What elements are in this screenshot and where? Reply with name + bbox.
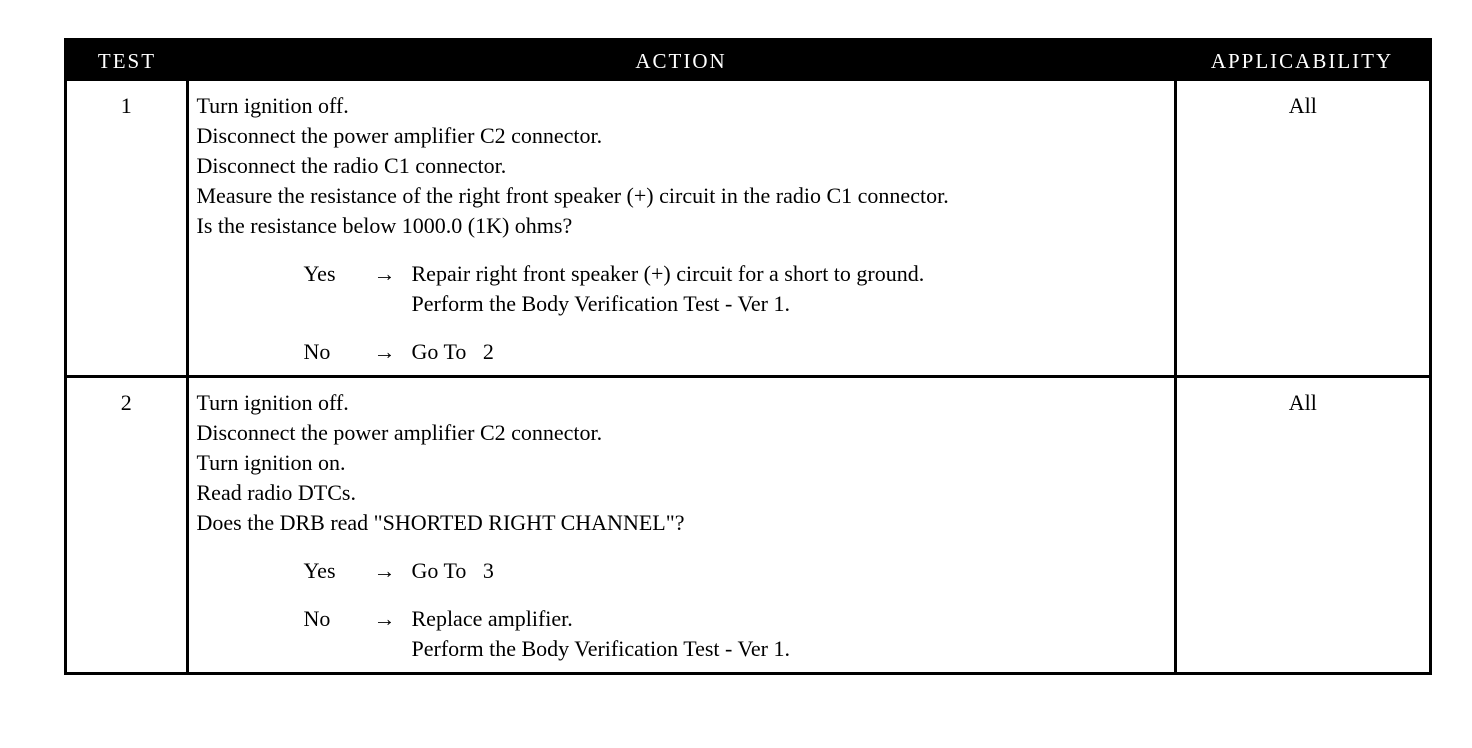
- test-table: [67, 41, 1429, 672]
- action-cell: [187, 377, 1175, 673]
- no-label: No: [303, 339, 331, 364]
- action-question: Does the DRB read "SHORTED RIGHT CHANNEL"?: [196, 510, 685, 535]
- test-row-1: [67, 81, 1429, 377]
- action-step: Turn ignition off.: [196, 93, 349, 118]
- result-line: Perform the Body Verification Test - Ver 1.: [411, 291, 791, 316]
- test-number: 2: [67, 377, 187, 673]
- action-step: Disconnect the power amplifier C2 connector.: [196, 123, 603, 148]
- yes-branch: [197, 556, 1168, 586]
- no-result: [412, 337, 1168, 367]
- action-step: Turn ignition on.: [196, 450, 346, 475]
- header-row: [67, 41, 1429, 81]
- action-step: Disconnect the power amplifier C2 connector.: [196, 420, 603, 445]
- result-line: Replace amplifier.: [411, 606, 573, 631]
- test-row-2: [67, 377, 1429, 673]
- yes-branch: [197, 259, 1168, 319]
- yes-result: [412, 556, 1168, 586]
- result-line: Repair right front speaker (+) circuit for a short to ground.: [411, 261, 925, 286]
- yes-label: Yes: [303, 558, 336, 583]
- action-step: Disconnect the radio C1 connector.: [196, 153, 507, 178]
- action-step: Read radio DTCs.: [196, 480, 356, 505]
- no-result: [412, 604, 1168, 664]
- arrow-right-icon: →: [373, 558, 396, 583]
- header-test: TEST: [67, 41, 187, 81]
- result-line: Go To 2: [411, 339, 494, 364]
- action-step: Turn ignition off.: [196, 390, 349, 415]
- applicability-value: All: [1288, 93, 1317, 118]
- no-branch: [197, 337, 1168, 367]
- yes-label: Yes: [303, 261, 336, 286]
- header-action: ACTION: [187, 41, 1175, 81]
- arrow-right-icon: →: [373, 606, 396, 631]
- applicability-value: All: [1175, 377, 1429, 673]
- no-label: No: [303, 606, 331, 631]
- no-branch: [197, 604, 1168, 664]
- arrow-right-icon: →: [373, 339, 396, 364]
- result-line: Perform the Body Verification Test - Ver 1.: [411, 636, 791, 661]
- result-line: Go To 3: [411, 558, 494, 583]
- test-number: 1: [67, 81, 187, 377]
- action-question: Is the resistance below 1000.0 (1K) ohms?: [196, 213, 573, 238]
- action-cell: [187, 81, 1175, 377]
- diagnostic-test-table: [64, 38, 1432, 675]
- yes-result: [412, 259, 1168, 319]
- arrow-right-icon: →: [373, 261, 396, 286]
- header-applicability: APPLICABILITY: [1175, 41, 1429, 81]
- action-step: Measure the resistance of the right front speaker (+) circuit in the radio C1 connector.: [196, 183, 949, 208]
